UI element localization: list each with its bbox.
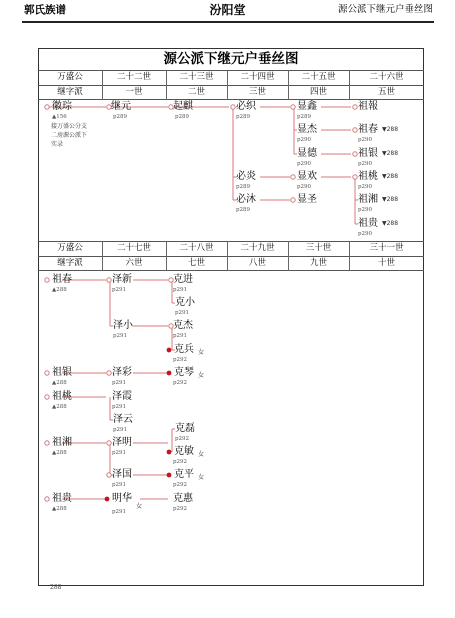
person-minghua: 明华 — [112, 493, 132, 504]
person-zutao: 祖桃 — [52, 391, 72, 402]
page-ref: p291 — [112, 509, 127, 515]
page-ref: ▲288 — [52, 404, 67, 410]
node-dot — [353, 128, 357, 132]
node-dot — [107, 473, 111, 477]
header-cell: 继字派 — [57, 87, 83, 97]
header-right-title: 源公派下继元户垂丝图 — [337, 4, 433, 15]
cross-ref-marker: ▼288 — [382, 196, 399, 203]
node-dot — [45, 441, 49, 445]
person-kelei: 克磊 — [175, 423, 195, 434]
cross-ref-marker: ▼288 — [382, 173, 399, 180]
node-dot — [107, 371, 111, 375]
page-ref: p290 — [297, 137, 312, 143]
page-ref: p289 — [236, 184, 251, 190]
node-dot — [107, 278, 111, 282]
person-zeguo: 泽国 — [112, 469, 132, 480]
person-zuyin: 祖银 — [358, 148, 378, 159]
page-ref: p291 — [112, 450, 127, 456]
node-dot-filled — [167, 450, 172, 455]
person-zexin: 泽新 — [112, 274, 132, 285]
person-huicong: 徽琮 — [52, 101, 72, 112]
node-dot — [291, 175, 295, 179]
page-ref: ▲156 — [52, 114, 67, 120]
node-dot — [45, 278, 49, 282]
header-cell: 七世 — [187, 258, 205, 268]
page-ref: p291 — [173, 333, 188, 339]
header-cell: 二十三世 — [179, 72, 214, 82]
header-cell: 二世 — [187, 87, 205, 97]
cross-ref-marker: ▼288 — [382, 220, 399, 227]
person-keping: 克平 — [174, 469, 194, 480]
person-bizhi: 必织 — [236, 101, 256, 112]
header-cell: 一世 — [125, 87, 143, 97]
page-ref: p292 — [173, 482, 188, 488]
page-ref: p290 — [297, 184, 312, 190]
page-ref: p291 — [175, 310, 190, 316]
header-cell: 三十一世 — [369, 243, 404, 253]
person-keqin: 克琴 — [174, 367, 194, 378]
person-zutao: 祖桃 — [358, 171, 378, 182]
header-cell: 六世 — [125, 258, 143, 268]
female-marker: 女 — [198, 474, 205, 481]
person-zugui: 祖贵 — [358, 218, 378, 229]
header-cell: 二十八世 — [179, 243, 214, 253]
female-marker: 女 — [136, 503, 143, 510]
person-zecai: 泽彩 — [112, 367, 132, 378]
node-dot-filled — [167, 473, 172, 478]
page-ref: p290 — [358, 207, 373, 213]
node-dot-filled — [167, 371, 172, 376]
page-ref: p291 — [113, 333, 128, 339]
person-biyan: 必炎 — [236, 171, 256, 182]
female-marker: 女 — [198, 372, 205, 379]
page-ref: p291 — [113, 427, 128, 433]
person-zuchun: 祖春 — [52, 274, 72, 285]
person-zubao: 祖報 — [358, 101, 378, 112]
node-dot — [353, 105, 357, 109]
node-dot-filled — [167, 348, 172, 353]
chart-title: 源公派下继元户垂丝图 — [163, 51, 299, 67]
header-left-title: 郭氏族谱 — [24, 4, 66, 16]
node-dot — [353, 152, 357, 156]
header-cell: 八世 — [248, 258, 266, 268]
person-zuyin: 祖银 — [52, 367, 72, 378]
person-kexiao: 克小 — [175, 297, 195, 308]
person-kehui: 克惠 — [173, 493, 193, 504]
page-ref: p291 — [112, 380, 127, 386]
page-ref: ▲288 — [52, 287, 67, 293]
page-ref: p290 — [358, 137, 373, 143]
page-ref: p292 — [173, 357, 188, 363]
header-cell: 四世 — [309, 87, 327, 97]
note-line: 二房源公派下 — [51, 132, 88, 139]
person-qilin: 起麒 — [173, 101, 193, 112]
female-marker: 女 — [198, 451, 205, 458]
node-dot-filled — [105, 497, 110, 502]
person-xiansheng: 显圣 — [297, 194, 317, 205]
note-line: 接万盛公分支 — [51, 123, 88, 130]
person-kejie: 克杰 — [173, 320, 193, 331]
person-jiyuan: 继元 — [111, 101, 131, 112]
page-ref: p292 — [173, 459, 188, 465]
page-ref: p292 — [175, 436, 190, 442]
header-cell: 二十二世 — [116, 72, 151, 82]
header-cell: 二十五世 — [301, 72, 336, 82]
person-kebing: 克兵 — [174, 344, 194, 355]
person-bimu: 必沐 — [236, 194, 256, 205]
page-ref: p291 — [173, 287, 188, 293]
page-ref: ▲288 — [52, 506, 67, 512]
person-xianjie: 显杰 — [297, 124, 317, 135]
page-ref: p291 — [112, 482, 127, 488]
person-zuxiang: 祖湘 — [52, 437, 72, 448]
page-ref: p291 — [112, 287, 127, 293]
page-ref: p289 — [175, 114, 190, 120]
person-kemin: 克敏 — [174, 446, 194, 457]
page-ref: p289 — [297, 114, 312, 120]
header-center-title: 汾阳堂 — [209, 3, 246, 17]
header-cell: 万盛公 — [57, 243, 83, 253]
node-dot — [231, 105, 235, 109]
page-ref: p289 — [236, 207, 251, 213]
header-cell: 二十九世 — [240, 243, 275, 253]
header-cell: 五世 — [377, 87, 395, 97]
person-zexiao: 泽小 — [113, 320, 133, 331]
cross-ref-marker: ▼288 — [382, 126, 399, 133]
node-dot — [45, 395, 49, 399]
node-dot — [353, 175, 357, 179]
node-dot — [45, 371, 49, 375]
person-xianxin: 显鑫 — [297, 101, 317, 112]
person-zuchun: 祖春 — [358, 124, 378, 135]
page-ref: p291 — [112, 404, 127, 410]
header-cell: 二十六世 — [369, 72, 404, 82]
header-cell: 二十四世 — [240, 72, 275, 82]
page-ref: p289 — [113, 114, 128, 120]
page-ref: p290 — [358, 161, 373, 167]
page-ref: p289 — [236, 114, 251, 120]
node-dot — [45, 105, 49, 109]
person-zuxiang: 祖湘 — [358, 194, 378, 205]
header-cell: 十世 — [377, 258, 395, 268]
person-zugui: 祖贵 — [52, 493, 72, 504]
page-ref: ▲288 — [52, 450, 67, 456]
page-ref: p292 — [173, 380, 188, 386]
header-cell: 三世 — [248, 87, 266, 97]
person-zeyun: 泽云 — [113, 414, 133, 425]
node-dot — [107, 441, 111, 445]
page-ref: p290 — [297, 161, 312, 167]
node-dot — [291, 198, 295, 202]
header-cell: 二十七世 — [116, 243, 151, 253]
cross-ref-marker: ▼288 — [382, 150, 399, 157]
node-dot — [291, 105, 295, 109]
page-number: 288 — [50, 584, 62, 591]
note-line: 实录 — [51, 141, 64, 148]
person-zexia: 泽霞 — [112, 391, 132, 402]
page-ref: p290 — [358, 184, 373, 190]
person-kejin: 克进 — [173, 274, 193, 285]
header-cell: 万盛公 — [57, 72, 83, 82]
person-xianhuan: 显欢 — [297, 171, 317, 182]
page-ref: p290 — [358, 231, 373, 237]
female-marker: 女 — [198, 349, 205, 356]
header-cell: 九世 — [309, 258, 327, 268]
header-cell: 三十世 — [305, 243, 332, 253]
person-zeming: 泽明 — [112, 437, 132, 448]
header-cell: 继字派 — [57, 258, 83, 268]
lineage-note — [51, 122, 87, 149]
page-ref: p292 — [173, 506, 188, 512]
node-dot — [45, 497, 49, 501]
person-xiande: 显德 — [297, 148, 317, 159]
page-ref: ▲288 — [52, 380, 67, 386]
